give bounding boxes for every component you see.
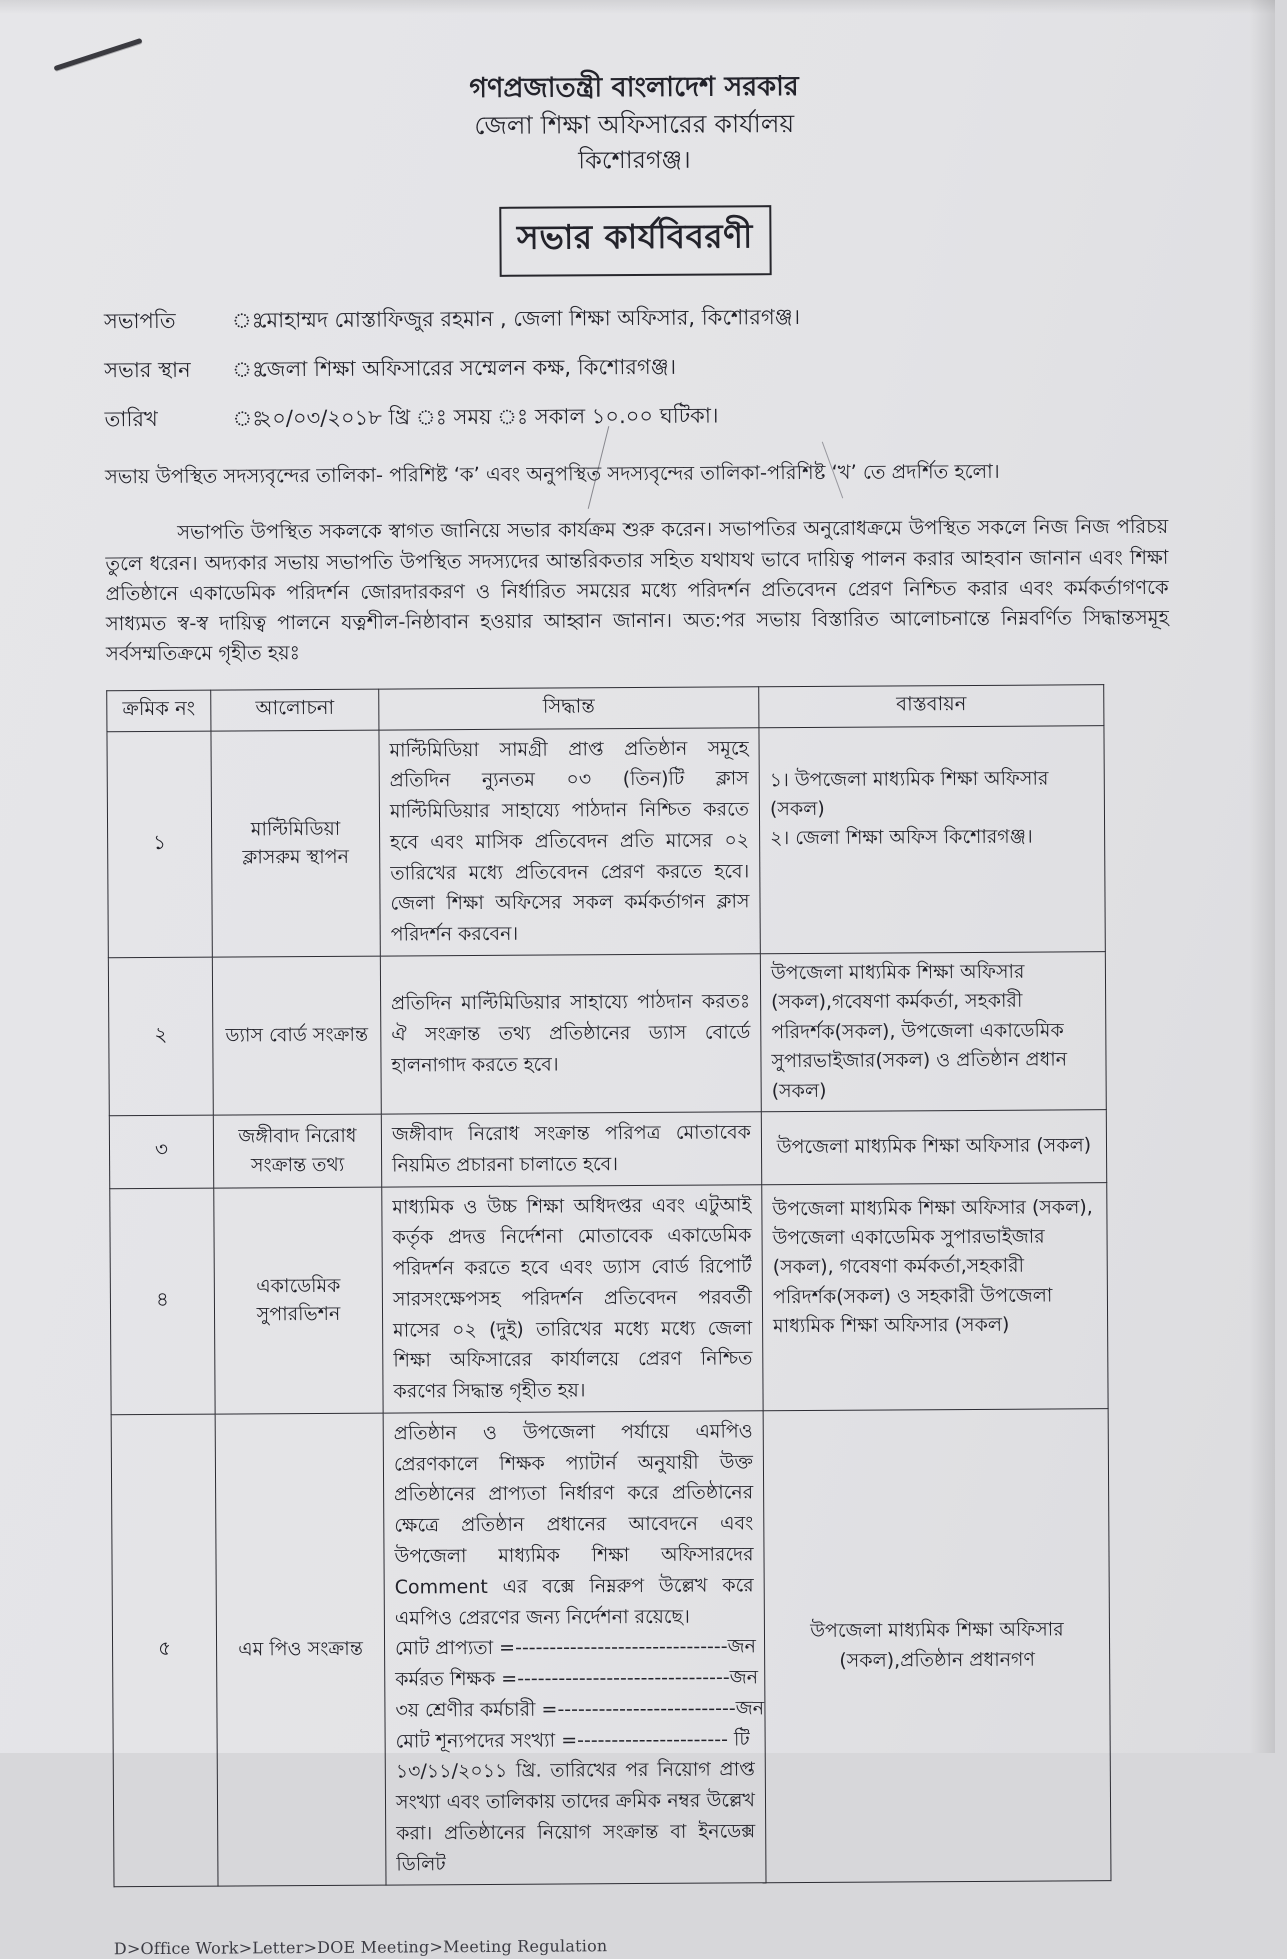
row-serial: ৫: [111, 1414, 218, 1887]
table-row: [111, 1409, 1111, 1888]
header-topic: আলোচনা: [211, 689, 379, 731]
table-row: [110, 1182, 1108, 1414]
meta-row-chairperson: [104, 299, 1167, 340]
meta-row-venue: [104, 348, 1167, 389]
page-title: সভার কার্যবিবরণী: [499, 205, 771, 277]
row-serial: ৪: [110, 1188, 215, 1415]
meta-value: ২০/০৩/২০১৮ খ্রি ঃ সময় ঃ সকাল ১০.০০ ঘটিকা।: [258, 403, 719, 431]
mpo-decision-intro: প্রতিষ্ঠান ও উপজেলা পর্যায়ে এমপিও প্রেরণকালে শিক্ষক প্যাটার্ন অনুযায়ী উক্ত প্রতিষ্ঠানের প্রাপ্যতা নির্ধারণ করে প্রতিষ্ঠানের ক্ষেত্রে প্রতিষ্ঠান প্রধানের আবেদনে এবং উপজেলা মাধ্যমিক শিক্ষা অফিসারদের Comment এর বক্সে নিম্নরুপ উল্লেখ করে এমপিও প্রেরণের জন্য নির্দেশনা রয়েছে।: [393, 1420, 754, 1630]
row-topic: একাডেমিক সুপারভিশন: [214, 1187, 383, 1414]
title-wrap: [103, 203, 1166, 279]
row-serial: ৩: [109, 1115, 213, 1188]
letterhead: [102, 65, 1166, 182]
table-row: [108, 952, 1106, 1116]
mpo-decision-outro: ১৩/১১/২০১১ খ্রি. তারিখের পর নিয়োগ প্রাপ্ত সংখ্যা এবং তালিকায় তাদের ক্রমিক নম্বর উল্লেখ করা। প্রতিষ্ঠানের নিয়োগ সংক্রান্ত বা ইনডেক্স ডিলিট: [395, 1758, 756, 1876]
header-serial: ক্রমিক নং: [107, 690, 211, 732]
table-row: [109, 1110, 1106, 1189]
minutes-table: [106, 684, 1111, 1888]
row-topic: ড্যাস বোর্ড সংক্রান্ত: [212, 956, 381, 1115]
meta-label: সভার স্থান: [104, 357, 191, 383]
meta-separator: ঃ: [231, 308, 263, 333]
mpo-blank-line: ৩য় শ্রেণীর কর্মচারী =--------------------------জন: [395, 1697, 765, 1722]
meta-separator: ঃ: [232, 357, 264, 382]
row-topic: এম পিও সংক্রান্ত: [215, 1413, 386, 1887]
meta-value: মোহাম্মদ মোস্তাফিজুর রহমান , জেলা শিক্ষা অফিসার, কিশোরগঞ্জ।: [257, 305, 801, 333]
row-topic: জঙ্গীবাদ নিরোধ সংক্রান্ত তথ্য: [213, 1114, 381, 1188]
row-decision: জঙ্গীবাদ নিরোধ সংক্রান্ত পরিপত্র মোতাবেক নিয়মিত প্রচারনা চালাতে হবে।: [381, 1112, 761, 1187]
district-name: কিশোরগঞ্জ।: [578, 146, 691, 175]
row-implementation: উপজেলা মাধ্যমিক শিক্ষা অফিসার (সকল),গবেষণা কর্মকর্তা, সহকারী পরিদর্শক(সকল), উপজেলা একাডেমিক সুপারভাইজার(সকল) ও প্রতিষ্ঠান প্রধান (সকল): [760, 952, 1106, 1112]
row-implementation: উপজেলা মাধ্যমিক শিক্ষা অফিসার (সকল),প্রতিষ্ঠান প্রধানগণ: [763, 1409, 1111, 1884]
row-implementation: উপজেলা মাধ্যমিক শিক্ষা অফিসার (সকল), উপজেলা একাডেমিক সুপারভাইজার (সকল), গবেষণা কর্মকর্তা,সহকারী পরিদর্শক(সকল) ও সহকারী উপজেলা মাধ্যমিক শিক্ষা অফিসার (সকল): [762, 1182, 1108, 1410]
header-decision: সিদ্ধান্ত: [379, 686, 759, 729]
intro-paragraph: সভাপতি উপস্থিত সকলকে স্বাগত জানিয়ে সভার কার্যক্রম শুরু করেন। সভাপতির অনুরোধক্রমে উপস্থিত সকলে নিজ নিজ পরিচয় তুলে ধরেন। অদ্যকার সভায় সভাপতি উপস্থিত সদস্যদের আন্তরিকতার সহিত যথাযথ ভাবে দায়িত্ব পালন করার আহবান জানান এবং শিক্ষা প্রতিষ্ঠানে একাডেমিক পরিদর্শন জোরদারকরণ ও নির্ধারিত সময়ের মধ্যে পরিদর্শন প্রতিবেদন প্রেরণ নিশ্চিত করার এবং কর্মকর্তাগণকে সাধ্যমত স্ব-স্ব দায়িত্ব পালনে যত্নশীল-নিষ্ঠাবান হওয়ার আহ্বান জানান। অত:পর সভায় বিস্তারিত আলোচনান্তে নিম্নবর্ণিত সিদ্ধান্তসমূহ সর্বসম্মতিক্রমে গৃহীত হয়ঃ: [105, 515, 1169, 666]
table-header-row: [107, 684, 1104, 731]
mpo-blank-line: মোট প্রাপ্যতা =-------------------------------জন: [395, 1635, 756, 1660]
header-implementation: বাস্তবায়ন: [759, 684, 1104, 727]
table-row: [107, 725, 1105, 957]
meta-row-date: [104, 397, 1167, 438]
implementation-text: ১। উপজেলা মাধ্যমিক শিক্ষা অফিসার (সকল) ২। জেলা শিক্ষা অফিস কিশোরগঞ্জ।: [769, 767, 1049, 850]
government-name: গণপ্রজাতন্ত্রী বাংলাদেশ সরকার: [469, 71, 799, 105]
row-decision: প্রতিদিন মাল্টিমিডিয়ার সাহায্যে পাঠদান করতঃ ঐ সংক্রান্ত তথ্য প্রতিষ্ঠানের ড্যাস বোর্ডে হালনাগাদ করতে হবে।: [380, 954, 761, 1115]
office-name: জেলা শিক্ষা অফিসারের কার্যালয়: [474, 109, 795, 141]
meeting-meta: [104, 299, 1168, 438]
meta-separator: ঃ: [232, 406, 264, 431]
row-decision: [383, 1411, 766, 1886]
row-decision: মাল্টিমিডিয়া সামগ্রী প্রাপ্ত প্রতিষ্ঠান সমূহে প্রতিদিন ন্যুনতম ০৩ (তিন)টি ক্লাস মাল্টিমিডিয়ার সাহায্যে পাঠদান নিশ্চিত করতে হবে এবং মাসিক প্রতিবেদন প্রতি মাসের ০২ তারিখের মধ্যে প্রতিবেদন প্রেরণ করতে হবে। জেলা শিক্ষা অফিসের সকল কর্মকর্তাগন ক্লাস পরিদর্শন করবেন।: [379, 727, 760, 956]
mpo-blank-line: কর্মরত শিক্ষক =-------------------------------জন: [395, 1666, 759, 1691]
row-serial: ১: [107, 731, 212, 958]
meta-label: তারিখ: [104, 407, 158, 432]
meta-label: সভাপতি: [103, 309, 176, 334]
row-implementation: উপজেলা মাধ্যমিক শিক্ষা অফিসার (সকল): [761, 1110, 1106, 1185]
row-implementation: [759, 725, 1105, 953]
row-serial: ২: [108, 957, 213, 1116]
row-topic: মাল্টিমিডিয়া ক্লাসরুম স্থাপন: [211, 730, 380, 957]
row-decision: মাধ্যমিক ও উচ্চ শিক্ষা অধিদপ্তর এবং এটুআই কর্তৃক প্রদত্ত নির্দেশনা মোতাবেক একাডেমিক পরিদর্শন করতে হবে এবং ড্যাস বোর্ড রিপোর্ট সারসংক্ষেপসহ পরিদর্শন প্রতিবেদন পরবর্তী মাসের ০২ (দুই) তারিখের মধ্যে মধ্যে জেলা শিক্ষা অফিসারের কার্যালয়ে প্রেরণ নিশ্চিত করণের সিদ্ধান্ত গৃহীত হয়।: [382, 1184, 763, 1413]
file-path-footer: D>Office Work>Letter>DOE Meeting>Meeting Regulation: [113, 1936, 608, 1959]
mpo-blank-line: মোট শূন্যপদের সংখ্যা =---------------------- টি: [395, 1727, 750, 1753]
meta-value: জেলা শিক্ষা অফিসারের সম্মেলন কক্ষ, কিশোরগঞ্জ।: [258, 354, 677, 382]
attendance-paragraph: সভায় উপস্থিত সদস্যবৃন্দের তালিকা- পরিশিষ্ট ‘ক’ এবং অনুপস্থিত সদস্যবৃন্দের তালিকা-পরিশিষ্ট ‘খ’ তে প্রদর্শিত হলো।: [104, 459, 1000, 489]
